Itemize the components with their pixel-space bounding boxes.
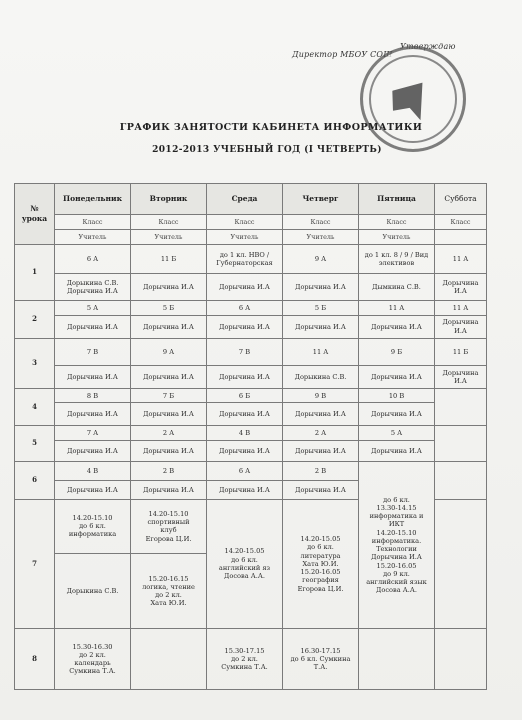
lesson-number: 8 — [15, 629, 55, 690]
class-cell: 4 В — [207, 426, 283, 441]
teacher-cell: Дорычина И.А — [207, 480, 283, 499]
document-subtitle: 2012-2013 УЧЕБНЫЙ ГОД (I ЧЕТВЕРТЬ) — [152, 145, 382, 155]
class-cell: 11 Б — [131, 244, 207, 273]
class-cell: 9 А — [131, 338, 207, 365]
class-cell: 6 А — [55, 244, 131, 273]
tuesday-afterschool-cell: 14.20-15.10 спортивный клуб Егорова Ц.И. — [131, 499, 207, 553]
teacher-cell: Дорычина И.А — [207, 441, 283, 462]
class-cell: 5 А — [359, 426, 435, 441]
day-header-monday: Понедельник — [55, 184, 131, 215]
day-header-thursday: Четверг — [283, 184, 359, 215]
thursday-evening-cell: 16.30-17.15 до 6 кл. Сумкина Т.А. — [283, 629, 359, 690]
table-row — [15, 315, 487, 338]
table-row — [15, 244, 487, 273]
thursday-afterschool-cell: 14.20-15.05 до 6 кл. литература Хата Ю.И. 15.20-16.05 география Егорова Ц.И. — [283, 499, 359, 629]
class-cell: до 1 кл. НВО / Губернаторская — [207, 244, 283, 273]
teacher-subheader: Учитель — [55, 229, 131, 244]
friday-afterschool-cell: до 6 кл. 13.30-14.15 информатика и ИКТ 14.20-15.10 информатика. Технологии Дорычина И.А 15.20-16.05 до 9 кл. английский язык Досова А.А. — [359, 462, 435, 629]
class-subheader: Класс — [435, 215, 487, 230]
teacher-cell: Дорычина И.А — [207, 365, 283, 388]
table-header-row — [15, 184, 487, 215]
teacher-subheader: Учитель — [207, 229, 283, 244]
teacher-cell: Дорычина И.А — [131, 480, 207, 499]
class-cell: 9 Б — [359, 338, 435, 365]
class-cell: 5 Б — [131, 301, 207, 316]
table-row — [15, 365, 487, 388]
wednesday-afterschool-cell: 14.20-15.05 до 6 кл. английский яз Досова А.А. — [207, 499, 283, 629]
teacher-cell: Дымкина С.В. — [359, 273, 435, 300]
lesson-number: 3 — [15, 338, 55, 388]
class-subheader: Класс — [283, 215, 359, 230]
schedule-table — [14, 183, 487, 690]
teacher-cell: Дорычина И.А — [131, 403, 207, 426]
class-cell: 7 Б — [131, 388, 207, 403]
teacher-cell: Дорычина И.А — [283, 315, 359, 338]
class-cell: 11 Б — [435, 338, 487, 365]
teacher-cell: Дорычина И.А — [131, 441, 207, 462]
class-cell: 8 В — [55, 388, 131, 403]
table-row — [15, 273, 487, 300]
teacher-cell: Дорычина И.А — [435, 273, 487, 300]
class-subheader: Класс — [207, 215, 283, 230]
teacher-cell: Дорычина И.А — [283, 441, 359, 462]
teacher-cell: Дорычина И.А — [131, 273, 207, 300]
class-cell: 7 А — [55, 426, 131, 441]
lesson-number-header: № урока — [15, 184, 55, 245]
class-cell: 7 В — [55, 338, 131, 365]
wednesday-evening-cell: 15.30-17.15 до 2 кл. Сумкина Т.А. — [207, 629, 283, 690]
teacher-cell: Дорычина И.А — [359, 441, 435, 462]
lesson-number: 7 — [15, 499, 55, 629]
table-row — [15, 629, 487, 690]
teacher-cell: Дорычина И.А — [435, 365, 487, 388]
monday-afterschool-teacher: Дорыкина С.В. — [55, 553, 131, 628]
class-subheader: Класс — [131, 215, 207, 230]
teacher-cell: Дорычина И.А — [131, 365, 207, 388]
class-cell: 6 А — [207, 301, 283, 316]
class-cell: 6 А — [207, 462, 283, 481]
class-cell: 11 А — [435, 244, 487, 273]
day-header-tuesday: Вторник — [131, 184, 207, 215]
table-row — [15, 441, 487, 462]
approval-heading: Утверждаю — [400, 42, 456, 51]
monday-evening-cell: 15.30-16.30 до 2 кл. календарь Сумкина Т.А. — [55, 629, 131, 690]
official-seal-icon — [360, 46, 466, 152]
class-cell: 7 В — [207, 338, 283, 365]
table-row — [15, 426, 487, 441]
class-cell: 11 А — [359, 301, 435, 316]
day-header-friday: Пятница — [359, 184, 435, 215]
day-header-saturday: Суббота — [435, 184, 487, 215]
teacher-cell: Дорычина И.А — [283, 480, 359, 499]
teacher-cell: Дорычина И.А — [55, 403, 131, 426]
lesson-number: 5 — [15, 426, 55, 462]
class-cell: 2 А — [131, 426, 207, 441]
day-header-wednesday: Среда — [207, 184, 283, 215]
lesson-number: 1 — [15, 244, 55, 300]
teacher-subheader: Учитель — [359, 229, 435, 244]
tuesday-afterschool-cell-2: 15.20-16.15 логика, чтение до 2 кл. Хата Ю.И. — [131, 553, 207, 628]
monday-afterschool-cell: 14.20-15.10 до 6 кл. информатика — [55, 499, 131, 553]
lesson-number: 6 — [15, 462, 55, 500]
teacher-cell: Дорычина И.А — [207, 403, 283, 426]
table-row — [15, 403, 487, 426]
teacher-subheader: Учитель — [131, 229, 207, 244]
class-cell: 4 В — [55, 462, 131, 481]
class-cell: 9 А — [283, 244, 359, 273]
table-row — [15, 462, 487, 481]
class-cell: 2 В — [131, 462, 207, 481]
teacher-cell: Дорычина И.А — [359, 315, 435, 338]
class-cell: 11 А — [435, 301, 487, 316]
teacher-cell: Дорыкина С.В. Дорычина И.А — [55, 273, 131, 300]
teacher-cell: Дорычина И.А — [55, 441, 131, 462]
teacher-cell: Дорычина И.А — [131, 315, 207, 338]
class-cell: 5 А — [55, 301, 131, 316]
teacher-cell: Дорычина И.А — [207, 315, 283, 338]
teacher-cell: Дорычина И.А — [283, 273, 359, 300]
table-row — [15, 338, 487, 365]
class-cell: 6 Б — [207, 388, 283, 403]
teacher-cell: Дорычина И.А — [207, 273, 283, 300]
class-cell: до 1 кл. 8 / 9 / Вид элективов — [359, 244, 435, 273]
class-cell: 10 В — [359, 388, 435, 403]
teacher-cell: Дорычина И.А — [359, 403, 435, 426]
table-row — [15, 388, 487, 403]
class-cell: 2 А — [283, 426, 359, 441]
teacher-subheader-row — [15, 229, 487, 244]
class-cell: 11 А — [283, 338, 359, 365]
lesson-number: 4 — [15, 388, 55, 426]
teacher-cell: Дорычина И.А — [55, 480, 131, 499]
class-subheader: Класс — [359, 215, 435, 230]
teacher-cell: Дорычина И.А — [283, 403, 359, 426]
class-subheader-row — [15, 215, 487, 230]
teacher-cell: Дорыкина С.В. — [283, 365, 359, 388]
class-cell: 5 Б — [283, 301, 359, 316]
document-title: ГРАФИК ЗАНЯТОСТИ КАБИНЕТА ИНФОРМАТИКИ — [119, 122, 423, 133]
approval-director: Директор МБОУ СОШ — [292, 50, 393, 59]
lesson-number: 2 — [15, 301, 55, 339]
table-row — [15, 301, 487, 316]
class-cell: 2 В — [283, 462, 359, 481]
class-cell: 9 В — [283, 388, 359, 403]
teacher-cell: Дорычина И.А — [55, 315, 131, 338]
teacher-subheader: Учитель — [283, 229, 359, 244]
teacher-cell: Дорычина И.А — [55, 365, 131, 388]
teacher-cell: Дорычина И.А — [435, 315, 487, 338]
class-subheader: Класс — [55, 215, 131, 230]
teacher-cell: Дорычина И.А — [359, 365, 435, 388]
